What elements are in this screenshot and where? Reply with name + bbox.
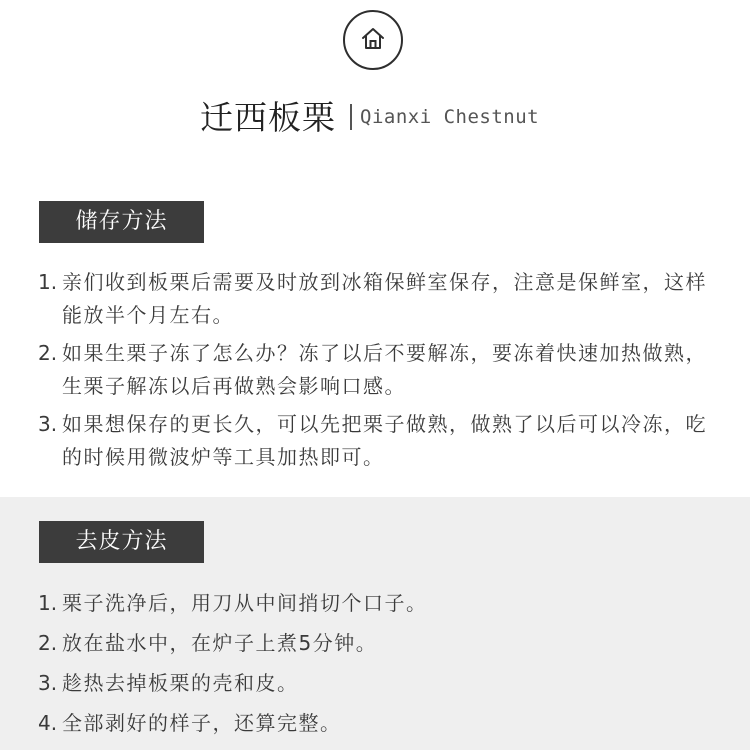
list-item xyxy=(38,628,718,658)
item-number: 4. xyxy=(38,711,58,735)
item-number: 3. xyxy=(38,412,58,436)
item-number: 1. xyxy=(38,270,58,294)
item-text: 如果生栗子冻了怎么办？冻了以后不要解冻，要冻着快速加热做熟，生栗子解冻以后再做熟会影响口感。 xyxy=(62,341,707,398)
home-icon[interactable] xyxy=(343,10,403,70)
item-text: 如果想保存的更长久，可以先把栗子做熟，做熟了以后可以冷冻，吃的时候用微波炉等工具加热即可。 xyxy=(62,412,707,469)
item-text: 趁热去掉板栗的壳和皮。 xyxy=(62,671,299,695)
item-number: 2. xyxy=(38,341,58,365)
list-item xyxy=(38,337,718,403)
peeling-list xyxy=(38,588,718,748)
item-number: 3. xyxy=(38,671,58,695)
home-icon-glyph xyxy=(361,27,385,51)
storage-list xyxy=(38,266,718,479)
page-title xyxy=(200,96,560,140)
item-number: 2. xyxy=(38,631,58,655)
storage-heading: 储存方法 xyxy=(39,201,204,243)
title-divider xyxy=(350,104,352,130)
title-english: Qianxi Chestnut xyxy=(360,106,540,128)
item-number: 1. xyxy=(38,591,58,615)
item-text: 全部剥好的样子，还算完整。 xyxy=(62,711,342,735)
item-text: 栗子洗净后，用刀从中间捎切个口子。 xyxy=(62,591,428,615)
peeling-heading: 去皮方法 xyxy=(39,521,204,563)
list-item xyxy=(38,668,718,698)
list-item xyxy=(38,708,718,738)
item-text: 放在盐水中，在炉子上煮5分钟。 xyxy=(62,631,378,655)
list-item xyxy=(38,408,718,474)
list-item xyxy=(38,266,718,332)
title-chinese: 迁西板栗 xyxy=(200,98,336,137)
item-text: 亲们收到板栗后需要及时放到冰箱保鲜室保存，注意是保鲜室，这样能放半个月左右。 xyxy=(62,270,707,327)
list-item xyxy=(38,588,718,618)
